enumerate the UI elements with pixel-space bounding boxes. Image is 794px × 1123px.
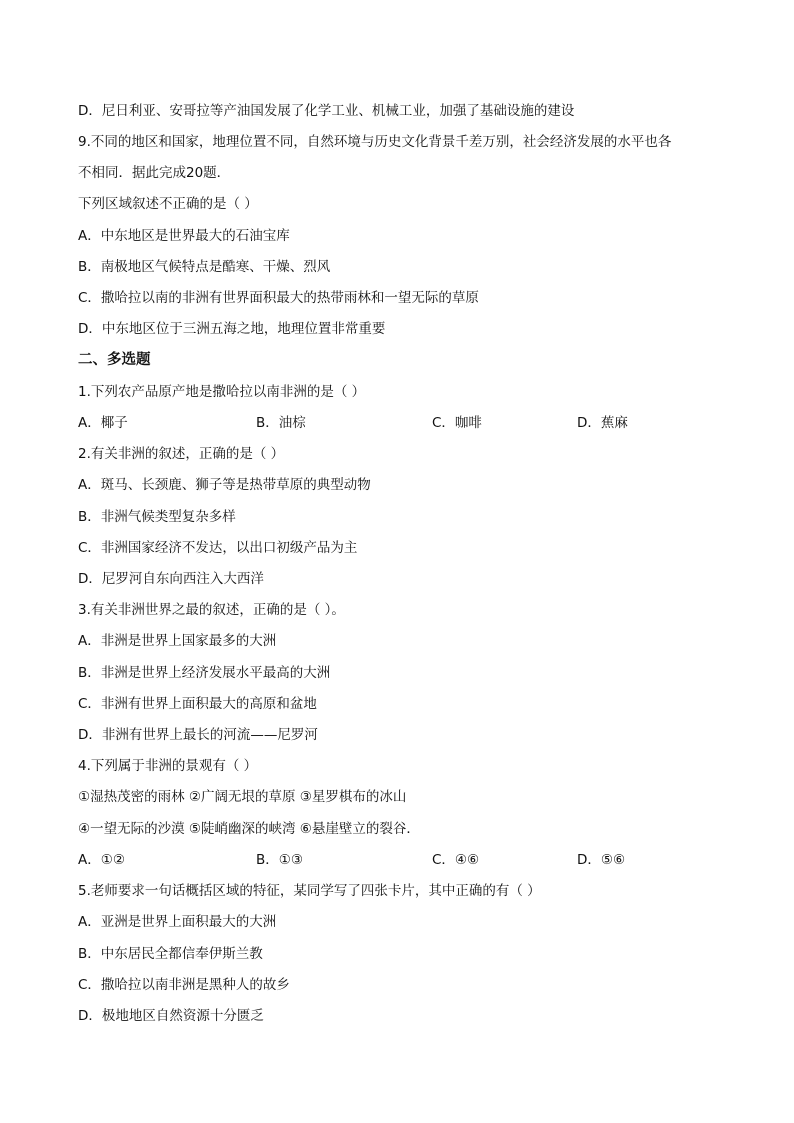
question-9-option-c: C．撒哈拉以南的非洲有世界面积最大的热带雨林和一望无际的草原 bbox=[78, 290, 479, 306]
multi-question-4-option-c: C．④⑥ bbox=[432, 852, 480, 868]
section-heading: 二、多选题 bbox=[78, 352, 151, 368]
question-9-option-d: D．中东地区位于三洲五海之地，地理位置非常重要 bbox=[78, 321, 386, 337]
question-9-prompt: 下列区域叙述不正确的是（ ） bbox=[78, 196, 258, 212]
multi-question-3: 3.有关非洲世界之最的叙述，正确的是（ ）。 bbox=[78, 602, 345, 618]
multi-question-4-option-d: D．⑤⑥ bbox=[577, 852, 626, 868]
multi-question-2-option-b: B．非洲气候类型复杂多样 bbox=[78, 509, 236, 525]
question-9-option-b: B．南极地区气候特点是酷寒、干燥、烈风 bbox=[78, 259, 331, 275]
multi-question-1-option-a: A．椰子 bbox=[78, 415, 128, 431]
multi-question-4-statements-1: ①湿热茂密的雨林 ②广阔无垠的草原 ③星罗棋布的冰山 bbox=[78, 789, 407, 805]
multi-question-4: 4.下列属于非洲的景观有（ ） bbox=[78, 758, 258, 774]
question-9-stem-line-2: 不相同．据此完成20题． bbox=[78, 165, 231, 181]
multi-question-4-option-a: A．①② bbox=[78, 852, 125, 868]
multi-question-1: 1.下列农产品原产地是撒哈拉以南非洲的是（ ） bbox=[78, 384, 366, 400]
multi-question-5-option-b: B．中东居民全都信奉伊斯兰教 bbox=[78, 946, 263, 962]
multi-question-5: 5.老师要求一句话概括区域的特征，某同学写了四张卡片，其中正确的有（ ） bbox=[78, 883, 541, 899]
multi-question-3-option-a: A．非洲是世界上国家最多的大洲 bbox=[78, 633, 277, 649]
multi-question-3-option-c: C．非洲有世界上面积最大的高原和盆地 bbox=[78, 696, 317, 712]
multi-question-2-option-a: A．斑马、长颈鹿、狮子等是热带草原的典型动物 bbox=[78, 477, 371, 493]
multi-question-4-statements-2: ④一望无际的沙漠 ⑤陡峭幽深的峡湾 ⑥悬崖壁立的裂谷． bbox=[78, 821, 420, 837]
multi-question-5-option-c: C．撒哈拉以南非洲是黑种人的故乡 bbox=[78, 977, 290, 993]
multi-question-1-option-d: D．蕉麻 bbox=[577, 415, 628, 431]
question-9-stem-line-1: 9.不同的地区和国家，地理位置不同，自然环境与历史文化背景千差万别，社会经济发展的水平也各 bbox=[78, 134, 672, 150]
multi-question-1-option-c: C．咖啡 bbox=[432, 415, 482, 431]
multi-question-5-option-d: D．极地地区自然资源十分匮乏 bbox=[78, 1008, 264, 1024]
multi-question-3-option-d: D．非洲有世界上最长的河流——尼罗河 bbox=[78, 727, 318, 743]
question-9-option-a: A．中东地区是世界最大的石油宝库 bbox=[78, 228, 290, 244]
multi-question-2-option-d: D．尼罗河自东向西注入大西洋 bbox=[78, 571, 264, 587]
multi-question-3-option-b: B．非洲是世界上经济发展水平最高的大洲 bbox=[78, 665, 331, 681]
question-8-option-d: D．尼日利亚、安哥拉等产油国发展了化学工业、机械工业，加强了基础设施的建设 bbox=[78, 103, 575, 119]
multi-question-4-option-b: B．①③ bbox=[256, 852, 303, 868]
multi-question-5-option-a: A．亚洲是世界上面积最大的大洲 bbox=[78, 914, 277, 930]
multi-question-2: 2.有关非洲的叙述，正确的是（ ） bbox=[78, 446, 285, 462]
multi-question-2-option-c: C．非洲国家经济不发达，以出口初级产品为主 bbox=[78, 540, 358, 556]
multi-question-1-option-b: B．油棕 bbox=[256, 415, 306, 431]
